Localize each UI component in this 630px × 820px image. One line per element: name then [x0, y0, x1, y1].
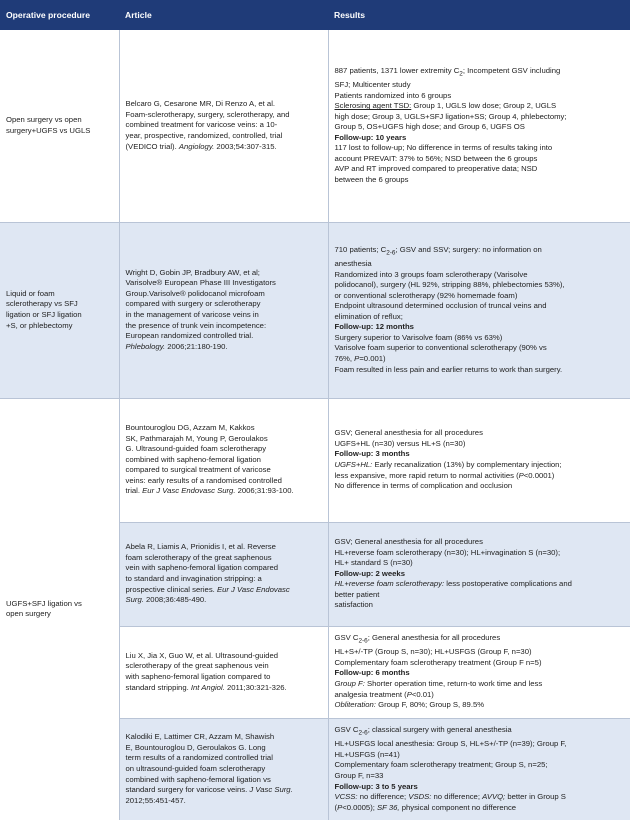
- results-text: =0.001): [359, 353, 386, 363]
- article-text: sclerotherapy of the great saphenous vein: [125, 661, 269, 671]
- results-cell: [328, 222, 630, 398]
- results-text: No difference in terms of complication and occlusion: [334, 481, 513, 491]
- follow-up-label: Follow-up: 10 years: [334, 132, 407, 142]
- table-row: [0, 398, 630, 522]
- results-text: Group F, 80%; Group S, 89.5%: [375, 700, 485, 710]
- article-text: Varisolve® European Phase III Investigators: [125, 278, 276, 288]
- article-text: combined treatment for varicose veins: a 10-: [125, 120, 278, 130]
- article-cell: [119, 398, 328, 522]
- score-label: AVVQ;: [482, 792, 506, 802]
- procedure-text: Liquid or foam: [6, 288, 55, 298]
- results-text: polidocanol), surgery (HL 92%, stripping 88%, phlebectomies 53%),: [334, 280, 565, 290]
- results-text: between the 6 groups: [334, 174, 409, 184]
- article-text: Belcaro G, Cesarone MR, Di Renzo A, et al.: [125, 99, 276, 109]
- sclerosing-agent-label: Sclerosing agent TSD:: [334, 101, 412, 111]
- citation-volume: 2008;36:485-490.: [146, 595, 207, 605]
- table-row: [0, 30, 630, 222]
- results-text: Complementary foam sclerotherapy treatment (Group F n=5): [334, 657, 542, 667]
- table-row: [0, 222, 630, 398]
- procedure-text: open surgery: [6, 609, 51, 619]
- results-text: Group 5, OS+UGFS high dose; and Group 6, UGFS OS: [334, 122, 525, 132]
- results-text: ; Incompetent GSV including: [462, 65, 561, 75]
- score-label: VSDS:: [408, 792, 432, 802]
- results-text: ; General anesthesia for all procedures: [367, 633, 501, 643]
- results-text: Endpoint ultrasound determined occlusion of truncal veins and: [334, 301, 547, 311]
- p-value-label: P: [337, 802, 343, 812]
- article-text: foam sclerotherapy of the great saphenous: [125, 552, 272, 562]
- results-cell: [328, 626, 630, 718]
- results-text: better patient: [334, 589, 380, 599]
- article-text: veins: early results of a randomised controlled: [125, 475, 282, 485]
- results-text: physical component no difference: [399, 802, 517, 812]
- results-text: HL+reverse foam sclerotherapy (n=30); HL+invagination S (n=30);: [334, 547, 561, 557]
- article-text: European randomized controlled trial.: [125, 331, 254, 341]
- results-text: HL+USFGS local anesthesia: Group S, HL+S+/-TP (n=39); Group F,: [334, 739, 567, 749]
- procedure-text: ligation or SFJ ligation: [6, 310, 82, 319]
- results-text: anesthesia: [334, 259, 372, 269]
- article-text: combined with sapheno-femoral ligation: [125, 454, 261, 464]
- header-results: Results: [328, 0, 630, 30]
- group-label: UGFS+HL:: [334, 460, 373, 469]
- results-text: Shorter operation time, return-to work time and less: [364, 679, 543, 689]
- article-text: Foam-sclerotherapy, surgery, sclerotherapy, and: [125, 109, 290, 119]
- article-text: G. Ultrasound-guided foam sclerotherapy: [125, 444, 267, 454]
- article-text: vein with sapheno-femoral ligation compared: [125, 563, 279, 573]
- results-text: less expansive, more rapid return to normal activities (: [334, 470, 519, 480]
- subscript: 2-6: [358, 729, 368, 737]
- article-text: Group.Varisolve® polidocanol microfoam: [125, 288, 265, 298]
- journal-name: Eur J Vasc Endovasc: [216, 584, 290, 594]
- follow-up-label: Follow-up: 6 months: [334, 668, 410, 678]
- p-value-label: P: [354, 353, 360, 363]
- results-text: <0.01): [411, 689, 434, 699]
- results-text: UGFS+HL (n=30) versus HL+S (n=30): [334, 438, 466, 448]
- results-text: SFJ; Multicenter study: [334, 80, 411, 90]
- article-text: compared with surgery or sclerotherapy: [125, 299, 261, 309]
- article-text: Bountouroglou DG, Azzam M, Kakkos: [125, 423, 255, 433]
- article-text: Kalodiki E, Lattimer CR, Azzam M, Shawish: [125, 732, 275, 742]
- score-label: SF 36,: [377, 802, 400, 812]
- results-text: 117 lost to follow-up; No difference in terms of results taking into: [334, 143, 553, 153]
- results-text: HL+S+/-TP (Group S, n=30); HL+USFGS (Group F, n=30): [334, 647, 532, 657]
- p-value-label: P: [406, 689, 412, 699]
- header-article: Article: [119, 0, 328, 30]
- results-text: better in Group S: [505, 792, 566, 802]
- journal-name: Int Angiol.: [190, 682, 225, 692]
- results-text: Early recanalization (13%) by complementary injection;: [372, 460, 562, 469]
- article-cell: [119, 718, 328, 820]
- results-text: Randomized into 3 groups foam sclerotherapy (Varisolve: [334, 269, 528, 279]
- article-cell: [119, 626, 328, 718]
- results-text: analgesia treatment (: [334, 689, 407, 699]
- article-text: (VEDICO trial).: [125, 141, 177, 151]
- table-header-row: [0, 0, 630, 30]
- article-text: standard stripping.: [125, 682, 189, 692]
- article-text: the presence of trunk vein incompetence:: [125, 320, 267, 330]
- procedure-text: sclerotherapy vs SFJ: [6, 299, 78, 309]
- article-cell: [119, 522, 328, 626]
- results-text: Complementary foam sclerotherapy treatment; Group S, n=25;: [334, 760, 548, 770]
- results-text: HL+ standard S (n=30): [334, 558, 413, 568]
- results-text: (: [334, 802, 338, 812]
- results-text: <0.0005);: [342, 802, 375, 812]
- group-label: HL+reverse foam sclerotherapy:: [334, 579, 445, 589]
- subscript: 2-6: [358, 637, 368, 645]
- results-text: 710 patients; C: [334, 244, 387, 254]
- results-text: 76%,: [334, 353, 353, 363]
- journal-name: Eur J Vasc Endovasc Surg.: [142, 486, 236, 496]
- results-text: GSV; General anesthesia for all procedures: [334, 428, 483, 438]
- citation-volume: 2006;31:93-100.: [237, 486, 294, 496]
- article-text: compared to surgical treatment of varicose: [125, 465, 271, 475]
- article-cell: [119, 30, 328, 222]
- procedure-text: surgery+UGFS vs UGLS: [6, 125, 91, 135]
- subscript: 2: [459, 70, 463, 78]
- results-text: or conventional sclerotherapy (92% homemade foam): [334, 290, 518, 300]
- results-text: Surgery superior to Varisolve foam (86% vs 63%): [334, 332, 503, 342]
- article-text: SK, Pathmarajah M, Young P, Geroulakos: [125, 433, 268, 443]
- procedure-cell: [0, 222, 119, 398]
- follow-up-label: Follow-up: 2 weeks: [334, 568, 405, 578]
- procedure-cell: [0, 30, 119, 222]
- follow-up-label: Follow-up: 3 months: [334, 449, 410, 459]
- article-text: Wright D, Gobin JP, Bradbury AW, et al;: [125, 267, 260, 277]
- journal-name: J Vasc Surg.: [249, 785, 293, 795]
- results-text: Foam resulted in less pain and earlier returns to work than surgery.: [334, 364, 563, 374]
- article-cell: [119, 222, 328, 398]
- citation-volume: 2012;55:451-457.: [125, 795, 186, 805]
- results-text: no difference;: [431, 792, 480, 802]
- results-text: high dose; Group 3, UGLS+SFJ ligation+SS; Group 4, phlebectomy;: [334, 111, 567, 121]
- citation-volume: 2006;21:180-190.: [167, 341, 228, 351]
- results-text: ; classical surgery with general anesthesia: [367, 725, 512, 735]
- follow-up-label: Follow-up: 12 months: [334, 322, 414, 332]
- article-text: combined with sapheno-femoral ligation vs: [125, 774, 271, 784]
- journal-name: Phlebology.: [125, 341, 166, 351]
- article-text: prospective clinical series.: [125, 584, 215, 594]
- article-text: Abela R, Liamis A, Prionidis I, et al. Reverse: [125, 542, 276, 552]
- article-text: term results of a randomized controlled trial: [125, 753, 273, 763]
- results-text: less postoperative complications and: [444, 579, 572, 589]
- results-text: satisfaction: [334, 600, 373, 610]
- article-text: E, Bountouroglou D, Geroulakos G. Long: [125, 742, 266, 752]
- procedure-text: Open surgery vs open: [6, 115, 82, 125]
- results-cell: [328, 30, 630, 222]
- article-text: in the management of varicose veins in: [125, 310, 259, 319]
- results-cell: [328, 398, 630, 522]
- citation-volume: 2003;54:307-315.: [216, 141, 277, 151]
- article-text: on ultrasound-guided foam sclerotherapy: [125, 763, 266, 773]
- score-label: VCSS:: [334, 792, 358, 802]
- group-label: Group F:: [334, 679, 365, 689]
- journal-name: Surg.: [125, 595, 144, 605]
- article-text: with sapheno-femoral ligation compared to: [125, 672, 271, 681]
- results-text: account PREVAIT: 37% to 56%; NSD between the 6 groups: [334, 153, 538, 163]
- results-text: Group F, n=33: [334, 771, 384, 781]
- results-cell: [328, 718, 630, 820]
- header-operative-procedure: Operative procedure: [0, 0, 119, 30]
- results-text: <0.0001): [523, 470, 555, 480]
- procedure-text: UGFS+SFJ ligation vs: [6, 598, 82, 608]
- article-text: year, prospective, randomized, controlled, trial: [125, 131, 283, 141]
- results-text: GSV C: [334, 725, 359, 735]
- article-text: trial.: [125, 486, 141, 496]
- follow-up-label: Follow-up: 3 to 5 years: [334, 781, 418, 791]
- results-text: AVP and RT improved compared to preoperative data; NSD: [334, 164, 538, 174]
- article-text: Liu X, Jia X, Guo W, et al. Ultrasound-guided: [125, 650, 279, 660]
- results-text: ; GSV and SSV; surgery: no information on: [395, 244, 542, 254]
- results-text: Group 1, UGLS low dose; Group 2, UGLS: [411, 101, 557, 111]
- journal-name: Angiology.: [178, 141, 215, 151]
- results-text: Patients randomized into 6 groups: [334, 90, 452, 100]
- results-text: Varisolve foam superior to conventional sclerotherapy (90% vs: [334, 343, 547, 353]
- subscript: 2-6: [386, 249, 396, 257]
- procedure-text: +S, or phlebectomy: [6, 320, 73, 330]
- results-text: 887 patients, 1371 lower extremity C: [334, 65, 460, 75]
- results-text: GSV; General anesthesia for all procedures: [334, 537, 483, 547]
- citation-volume: 2011;30:321-326.: [226, 682, 287, 692]
- results-cell: [328, 522, 630, 626]
- article-text: standard surgery for varicose veins.: [125, 785, 248, 795]
- results-text: no difference;: [357, 792, 407, 802]
- group-label: Obliteration:: [334, 700, 376, 710]
- results-text: GSV C: [334, 633, 359, 643]
- results-text: elimination of reflux;: [334, 311, 403, 321]
- procedure-cell: [0, 398, 119, 820]
- results-text: HL+USFGS (n=41): [334, 749, 400, 759]
- article-text: to standard and invagination stripping: a: [125, 574, 262, 583]
- p-value-label: P: [518, 470, 524, 480]
